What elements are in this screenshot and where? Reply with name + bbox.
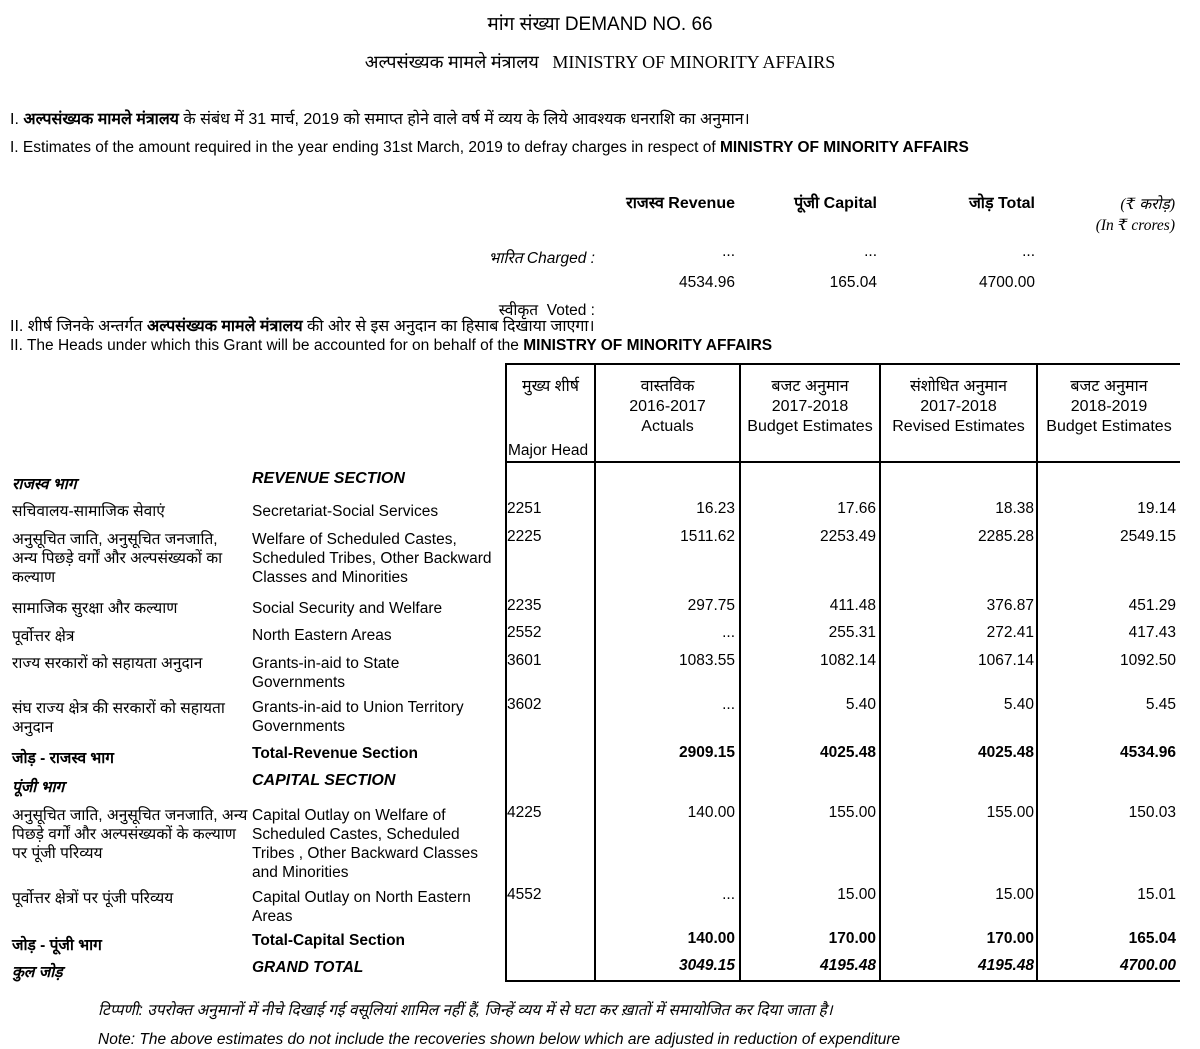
total-capital-be-2018: 165.04: [1128, 930, 1176, 947]
row-value-actuals: 140.00: [687, 804, 735, 821]
row-hindi: पूर्वोत्तर क्षेत्रों पर पूंजी परिव्यय: [12, 890, 174, 907]
row-english: North Eastern Areas: [252, 627, 392, 644]
charged-hindi: भारित: [488, 250, 523, 267]
summary-col-total: जोड़ Total: [968, 195, 1035, 212]
capital-section-english: CAPITAL SECTION: [252, 772, 396, 789]
section2-hindi-ministry: अल्पसंख्यक मामले मंत्रालय: [146, 318, 303, 335]
row-value-re-2017: 1067.14: [977, 652, 1034, 669]
total-capital-english: Total-Capital Section: [252, 932, 406, 949]
grand-total-english: GRAND TOTAL: [252, 959, 364, 976]
row-value-be-2017: 155.00: [828, 804, 876, 821]
page-title: मांग संख्या DEMAND NO. 66: [487, 14, 713, 35]
table-header-rule: [505, 461, 1180, 463]
row-value-be-2018: 5.45: [1145, 696, 1176, 713]
section1-english: [10, 139, 969, 157]
header-major-head: [507, 377, 594, 397]
grand-total-actuals: 3049.15: [678, 957, 735, 974]
row-value-be-2018: 1092.50: [1119, 652, 1176, 669]
row-hindi: अनुसूचित जाति, अनुसूचित जनजाति, अन्य पिछड़े वर्गों और अल्पसंख्यकों का कल्याण: [12, 531, 223, 586]
total-capital-hindi: जोड़ - पूंजी भाग: [12, 937, 102, 954]
summary-col-capital: पूंजी Capital: [794, 195, 877, 212]
re-2017-label: Revised Estimates: [892, 418, 1025, 435]
row-value-be-2017: 255.31: [828, 624, 876, 641]
row-value-be-2018: 417.43: [1128, 624, 1176, 641]
row-value-re-2017: 15.00: [995, 886, 1034, 903]
row-english: Grants-in-aid to Union Territory Governments: [252, 699, 464, 735]
row-major-head: 2251: [507, 500, 542, 517]
summary-unit-english: (In ₹ crores): [1095, 217, 1175, 234]
total-revenue-be-2017: 4025.48: [819, 744, 876, 761]
be-2018-year: 2018-2019: [1070, 398, 1148, 415]
row-english: Grants-in-aid to State Governments: [252, 655, 400, 691]
total-capital-re-2017: 170.00: [986, 930, 1034, 947]
summary-charged-revenue: ...: [722, 243, 735, 260]
row-value-be-2018: 15.01: [1137, 886, 1176, 903]
row-value-be-2017: 5.40: [845, 696, 876, 713]
row-value-re-2017: 2285.28: [977, 528, 1034, 545]
summary-unit-hindi: (₹ करोड़): [1120, 196, 1175, 213]
section2-hindi-prefix: II. शीर्ष जिनके अन्तर्गत: [10, 318, 147, 335]
row-major-head: 3602: [507, 696, 542, 713]
be-2018-hindi: बजट अनुमान: [1070, 378, 1148, 395]
row-english: Capital Outlay on North Eastern Areas: [252, 889, 471, 925]
summary-charged-total: ...: [1022, 243, 1035, 260]
row-english: Social Security and Welfare: [252, 600, 443, 617]
section1-hindi-prefix: I.: [10, 111, 24, 128]
summary-charged-label: [380, 246, 595, 268]
row-english: Secretariat-Social Services: [252, 503, 439, 520]
header-actuals: [596, 377, 739, 437]
note-hindi: टिप्पणी: उपरोक्त अनुमानों में नीचे दिखाई गई वसूलियां शामिल नहीं हैं, जिन्हें व्यय में से घटा कर ख़ातों में समायोजित कर दिया जाता है।: [98, 1002, 833, 1019]
summary-charged-capital: ...: [864, 243, 877, 260]
total-revenue-english: Total-Revenue Section: [252, 745, 418, 762]
row-value-re-2017: 376.87: [986, 597, 1034, 614]
row-value-be-2017: 411.48: [829, 597, 876, 614]
row-value-be-2018: 19.14: [1137, 500, 1176, 517]
capital-section-hindi: पूंजी भाग: [12, 779, 65, 796]
major-head-english: Major Head: [508, 442, 589, 459]
table-top-rule: [505, 363, 1180, 365]
total-revenue-be-2018: 4534.96: [1119, 744, 1176, 761]
revenue-section-hindi: राजस्व भाग: [12, 476, 77, 493]
grand-total-re-2017: 4195.48: [977, 957, 1034, 974]
section1-hindi-rest: के संबंध में 31 मार्च, 2019 को समाप्त होने वाले वर्ष में व्यय के लिये आवश्यक धनराशि का अनुमान।: [178, 111, 750, 128]
row-major-head: 2552: [507, 624, 542, 641]
row-major-head: 2225: [507, 528, 542, 545]
be-2017-hindi: बजट अनुमान: [771, 378, 849, 395]
row-major-head: 4552: [507, 886, 542, 903]
summary-col-revenue: राजस्व Revenue: [626, 195, 735, 212]
row-value-be-2017: 2253.49: [819, 528, 876, 545]
row-major-head: 2235: [507, 597, 542, 614]
row-value-re-2017: 155.00: [986, 804, 1034, 821]
grand-total-be-2017: 4195.48: [819, 957, 876, 974]
row-english: Capital Outlay on Welfare of Scheduled Castes, Scheduled Tribes , Other Backward Classes and Minorities: [252, 807, 478, 881]
section2-english-ministry: MINISTRY OF MINORITY AFFAIRS: [523, 337, 773, 354]
row-major-head: 3601: [507, 652, 542, 669]
voted-hindi: स्वीकृत: [498, 302, 539, 319]
row-value-be-2018: 2549.15: [1119, 528, 1176, 545]
row-hindi: सामाजिक सुरक्षा और कल्याण: [12, 600, 178, 617]
header-budget-2017: [741, 377, 879, 437]
row-value-re-2017: 18.38: [995, 500, 1034, 517]
re-2017-hindi: संशोधित अनुमान: [909, 378, 1008, 395]
row-value-actuals: 297.75: [687, 597, 735, 614]
summary-voted-revenue: 4534.96: [678, 274, 735, 291]
section1-english-text: I. Estimates of the amount required in the year ending 31st March, 2019 to defray charges in respect of: [10, 139, 720, 156]
actuals-hindi: वास्तविक: [640, 378, 695, 395]
revenue-section-english: REVENUE SECTION: [252, 470, 405, 487]
section2-english: [10, 337, 772, 355]
header-budget-2018: [1038, 377, 1180, 437]
grand-total-hindi: कुल जोड़: [12, 964, 63, 981]
row-value-actuals: 1511.62: [680, 528, 735, 545]
be-2017-year: 2017-2018: [771, 398, 849, 415]
section1-hindi: [10, 107, 750, 129]
table-bottom-rule: [505, 980, 1180, 982]
row-value-be-2017: 1082.14: [819, 652, 876, 669]
section2-english-text: II. The Heads under which this Grant will be accounted for on behalf of the: [10, 337, 524, 354]
section1-hindi-ministry: अल्पसंख्यक मामले मंत्रालय: [23, 111, 179, 128]
grand-total-be-2018: 4700.00: [1119, 957, 1176, 974]
summary-voted-capital: 165.04: [829, 274, 877, 291]
row-value-actuals: ...: [722, 696, 735, 713]
actuals-year: 2016-2017: [629, 398, 706, 415]
header-revised-2017: [881, 377, 1036, 437]
row-value-re-2017: 272.41: [986, 624, 1034, 641]
summary-voted-total: 4700.00: [978, 274, 1035, 291]
actuals-label: Actuals: [641, 418, 694, 435]
note-english: Note: The above estimates do not include the recoveries shown below which are adjusted in reduction of expenditure: [98, 1031, 901, 1048]
row-value-actuals: ...: [722, 624, 735, 641]
row-value-re-2017: 5.40: [1003, 696, 1034, 713]
row-value-actuals: 1083.55: [678, 652, 735, 669]
section2-hindi-rest: की ओर से इस अनुदान का हिसाब दिखाया जाएगा।: [302, 318, 595, 335]
re-2017-year: 2017-2018: [920, 398, 997, 415]
total-capital-actuals: 140.00: [687, 930, 735, 947]
row-hindi: पूर्वोत्तर क्षेत्र: [12, 628, 75, 645]
row-major-head: 4225: [507, 804, 542, 821]
total-capital-be-2017: 170.00: [828, 930, 876, 947]
row-english: Welfare of Scheduled Castes, Scheduled Tribes, Other Backward Classes and Minorities: [252, 531, 492, 586]
charged-english: Charged :: [522, 250, 595, 267]
total-revenue-actuals: 2909.15: [678, 744, 735, 761]
row-value-actuals: 16.23: [696, 500, 735, 517]
major-head-hindi: मुख्य शीर्ष: [522, 378, 579, 395]
row-value-be-2017: 15.00: [837, 886, 876, 903]
row-value-be-2018: 150.03: [1128, 804, 1176, 821]
row-hindi: सचिवालय-सामाजिक सेवाएं: [12, 503, 165, 520]
section2-hindi: [10, 314, 595, 336]
section1-english-ministry: MINISTRY OF MINORITY AFFAIRS: [719, 139, 969, 156]
row-value-actuals: ...: [722, 886, 735, 903]
row-hindi: राज्य सरकारों को सहायता अनुदान: [12, 655, 203, 672]
voted-english: Voted :: [538, 302, 595, 319]
row-hindi: अनुसूचित जाति, अनुसूचित जनजाति, अन्य पिछड़े वर्गों और अल्पसंख्यकों के कल्याण पर पूंजी परिव्यय: [12, 807, 248, 862]
row-value-be-2018: 451.29: [1128, 597, 1176, 614]
be-2017-label: Budget Estimates: [747, 418, 873, 435]
row-hindi: संघ राज्य क्षेत्र की सरकारों को सहायता अनुदान: [12, 700, 225, 736]
ministry-title: अल्पसंख्यक मामले मंत्रालय MINISTRY OF MINORITY AFFAIRS: [364, 52, 836, 72]
total-revenue-re-2017: 4025.48: [977, 744, 1034, 761]
row-value-be-2017: 17.66: [837, 500, 876, 517]
total-revenue-hindi: जोड़ - राजस्व भाग: [12, 750, 115, 767]
be-2018-label: Budget Estimates: [1046, 418, 1172, 435]
